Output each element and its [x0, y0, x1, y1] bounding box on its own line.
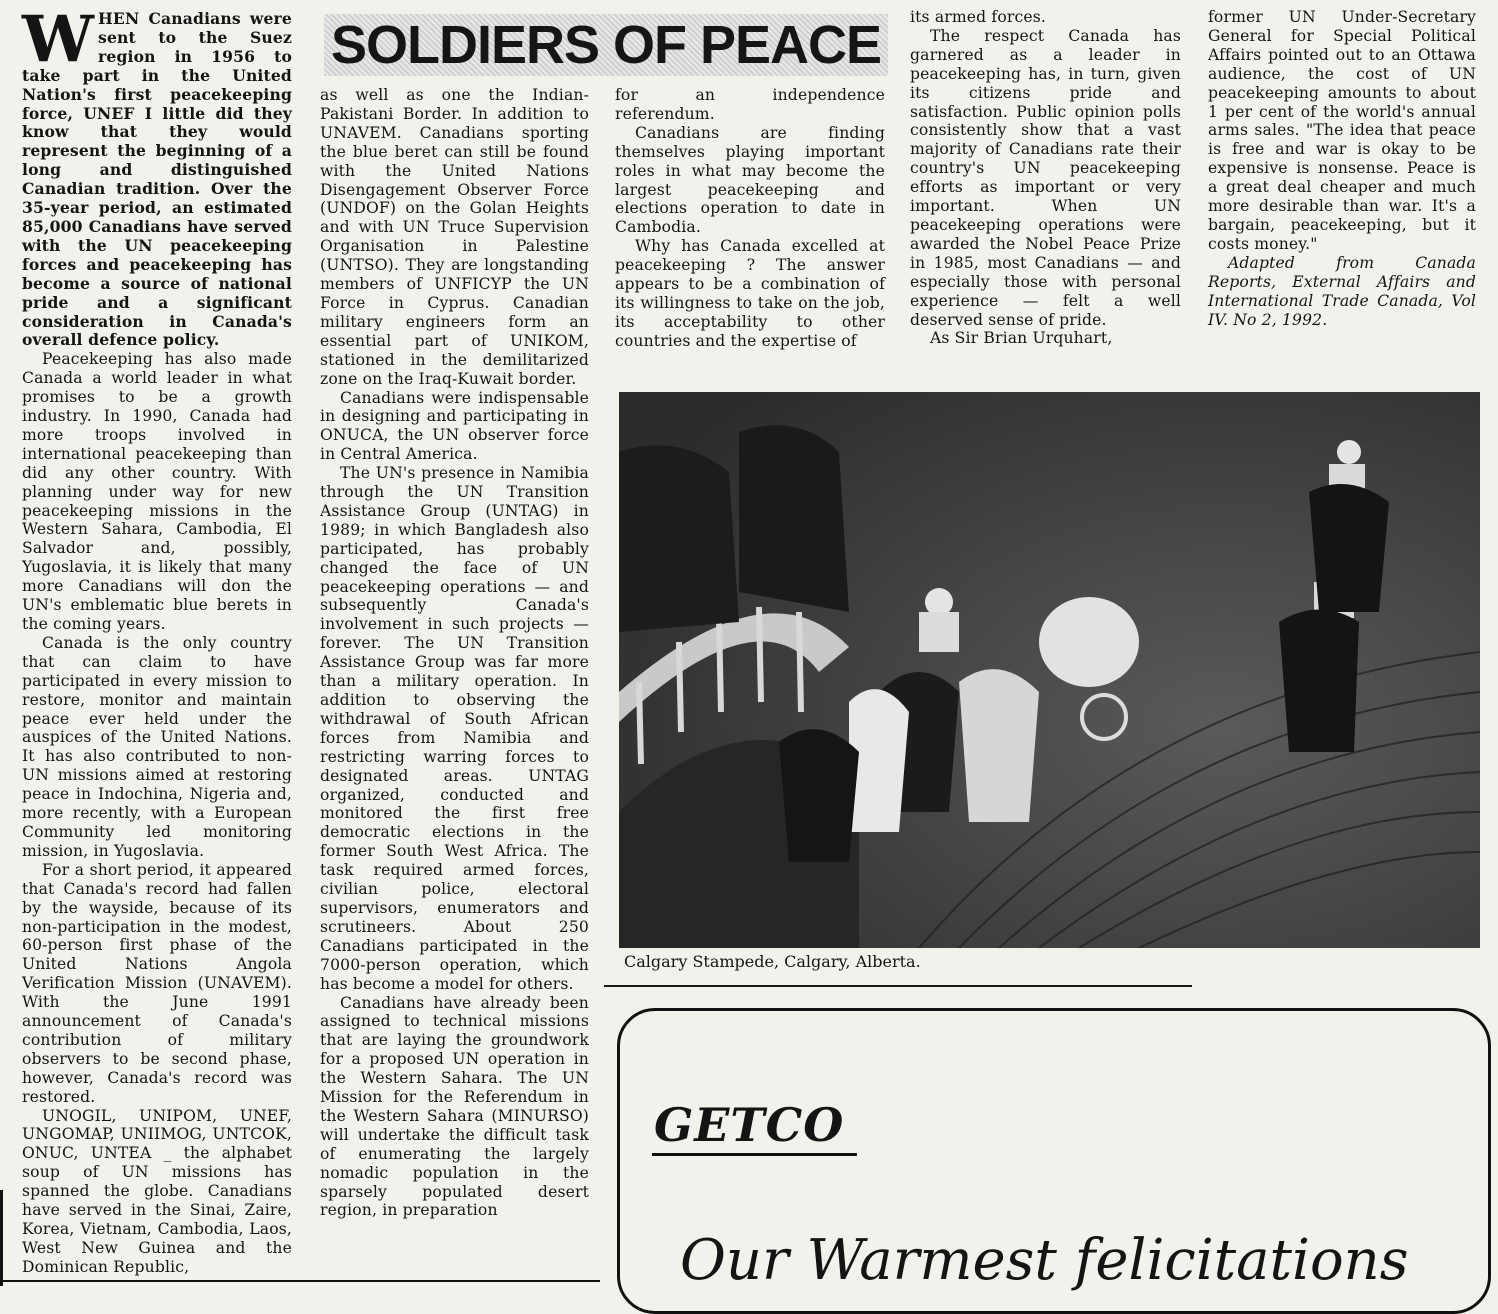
photo-caption: Calgary Stampede, Calgary, Alberta.	[624, 952, 921, 971]
article-column-2	[320, 86, 589, 1220]
ad-company-name: GETCO	[654, 1098, 845, 1152]
paragraph: as well as one the Indian-Pakistani Border. In addition to UNAVEM. Canadians sporting the blue beret can still be found with the United Nations Disengagement Observer Force (UNDOF) on the Golan Heights and with UN Truce Supervision Organisation in Palestine (UNTSO). They are longstanding members of UNFICYP the UN Force in Cyprus. Canadian military engineers form an essential part of UNIKOM, stationed in the demilitarized zone on the Iraq-Kuwait border.	[320, 86, 589, 388]
paragraph: The respect Canada has garnered as a leader in peacekeeping has, in turn, given its citizens pride and satisfaction. Public opinion polls consistently show that a vast majority of Canadians rate their country's UN peacekeeping efforts as important or very important. When UN peacekeeping operations were awarded the Nobel Peace Prize in 1985, most Canadians — and especially those with personal experience — felt a well deserved sense of pride.	[910, 26, 1181, 329]
paragraph: HEN Canadians were sent to the Suez region in 1956 to take part in the United Nation's first peacekeeping force, UNEF I little did they know that they would represent the beginning of a long and distinguished Canadian tradition. Over the 35-year period, an estimated 85,000 Canadians have served with the UN peacekeeping forces and peacekeeping has become a source of national pride and a significant consideration in Canada's overall defence policy.	[22, 9, 292, 350]
source-credit: Adapted from Canada Reports, External Affairs and International Trade Canada, Vol IV. No 2, 1992.	[1208, 253, 1476, 329]
drop-cap: W	[22, 2, 95, 77]
paragraph: Canadians were indispensable in designing and participating in ONUCA, the UN observer force in Central America.	[320, 388, 589, 464]
paragraph: As Sir Brian Urquhart,	[930, 329, 1113, 348]
paragraph: The UN's presence in Namibia through the UN Transition Assistance Group (UNTAG) in 1989; in which Bangladesh also participated, has probably changed the face of UN peacekeeping operations — and subsequently Canada's involvement in such projects — forever. The UN Transition Assistance Group was far more than a military operation. In addition to observing the withdrawal of South African forces from Namibia and restricting warring forces to designated areas. UNTAG organized, conducted and monitored the first free democratic elections in the former South West Africa. The task required armed forces, civilian police, electoral supervisors, enumerators and scrutineers. About 250 Canadians participated in the 7000-person operation, which has become a model for others.	[320, 464, 589, 993]
paragraph: Canadians are finding themselves playing important roles in what may become the largest peacekeeping and elections operation to date in Cambodia.	[615, 123, 885, 237]
divider	[652, 1153, 857, 1156]
article-column-1	[22, 2, 292, 1277]
paragraph: for an independence referendum.	[615, 86, 885, 123]
paragraph: Canada is the only country that can claim to have participated in every mission to restore, monitor and maintain peace ever held under the auspices of the United Nations. It has also contributed to non-UN missions aimed at restoring peace in Indochina, Nigeria and, more recently, with a European Community led monitoring mission, in Yugoslavia.	[22, 633, 292, 860]
stampede-photo	[619, 392, 1480, 948]
ad-slogan: Our Warmest felicitations	[680, 1228, 1409, 1293]
article-column-4	[910, 8, 1181, 348]
headline-box	[324, 14, 888, 76]
paragraph: its armed forces.	[910, 8, 1047, 26]
divider	[604, 985, 1192, 987]
paragraph: former UN Under-Secretary General for Special Political Affairs pointed out to an Ottawa audience, the cost of UN peacekeeping amounts to about 1 per cent of the world's annual arms sales. "The idea that peace is free and war is okay to be expensive is nonsense. Peace is a great deal cheaper and much more desirable than war. It's a bargain, peacekeeping, but it costs money."	[1208, 8, 1476, 253]
article-column-5	[1208, 8, 1476, 329]
paragraph: UNOGIL, UNIPOM, UNEF, UNGOMAP, UNIIMOG, UNTCOK, ONUC, UNTEA _ the alphabet soup of UN missions has spanned the globe. Canadians have served in the Sinai, Zaire, Korea, Vietnam, Cambodia, Laos, West New Guinea and the Dominican Republic,	[22, 1106, 292, 1276]
divider	[0, 1190, 3, 1286]
headline: SOLDIERS OF PEACE	[330, 15, 882, 75]
chuckwagon-race-illustration	[619, 392, 1480, 948]
paragraph: Canadians have already been assigned to technical missions that are laying the groundwork for a proposed UN operation in the Western Sahara. The UN Mission for the Referendum in the Western Sahara (MINURSO) will undertake the difficult task of enumerating the largely nomadic population in the sparsely populated desert region, in preparation	[320, 993, 589, 1220]
paragraph: Why has Canada excelled at peacekeeping ? The answer appears to be a combination of its willingness to take on the job, its acceptability to other countries and the expertise of	[615, 237, 885, 350]
article-column-3	[615, 86, 885, 351]
divider	[0, 1280, 600, 1282]
paragraph: Peacekeeping has also made Canada a world leader in what promises to be a growth industry. In 1990, Canada had more troops involved in international peacekeeping than did any other country. With planning under way for new peacekeeping missions in the Western Sahara, Cambodia, El Salvador and, possibly, Yugoslavia, it is likely that many more Canadians will don the UN's emblematic blue berets in the coming years.	[22, 350, 292, 633]
paragraph: For a short period, it appeared that Canada's record had fallen by the wayside, because of its non-participation in the modest, 60-person first phase of the United Nations Angola Verification Mission (UNAVEM). With the June 1991 announcement of Canada's contribution of military observers to be second phase, however, Canada's record was restored.	[22, 860, 292, 1106]
